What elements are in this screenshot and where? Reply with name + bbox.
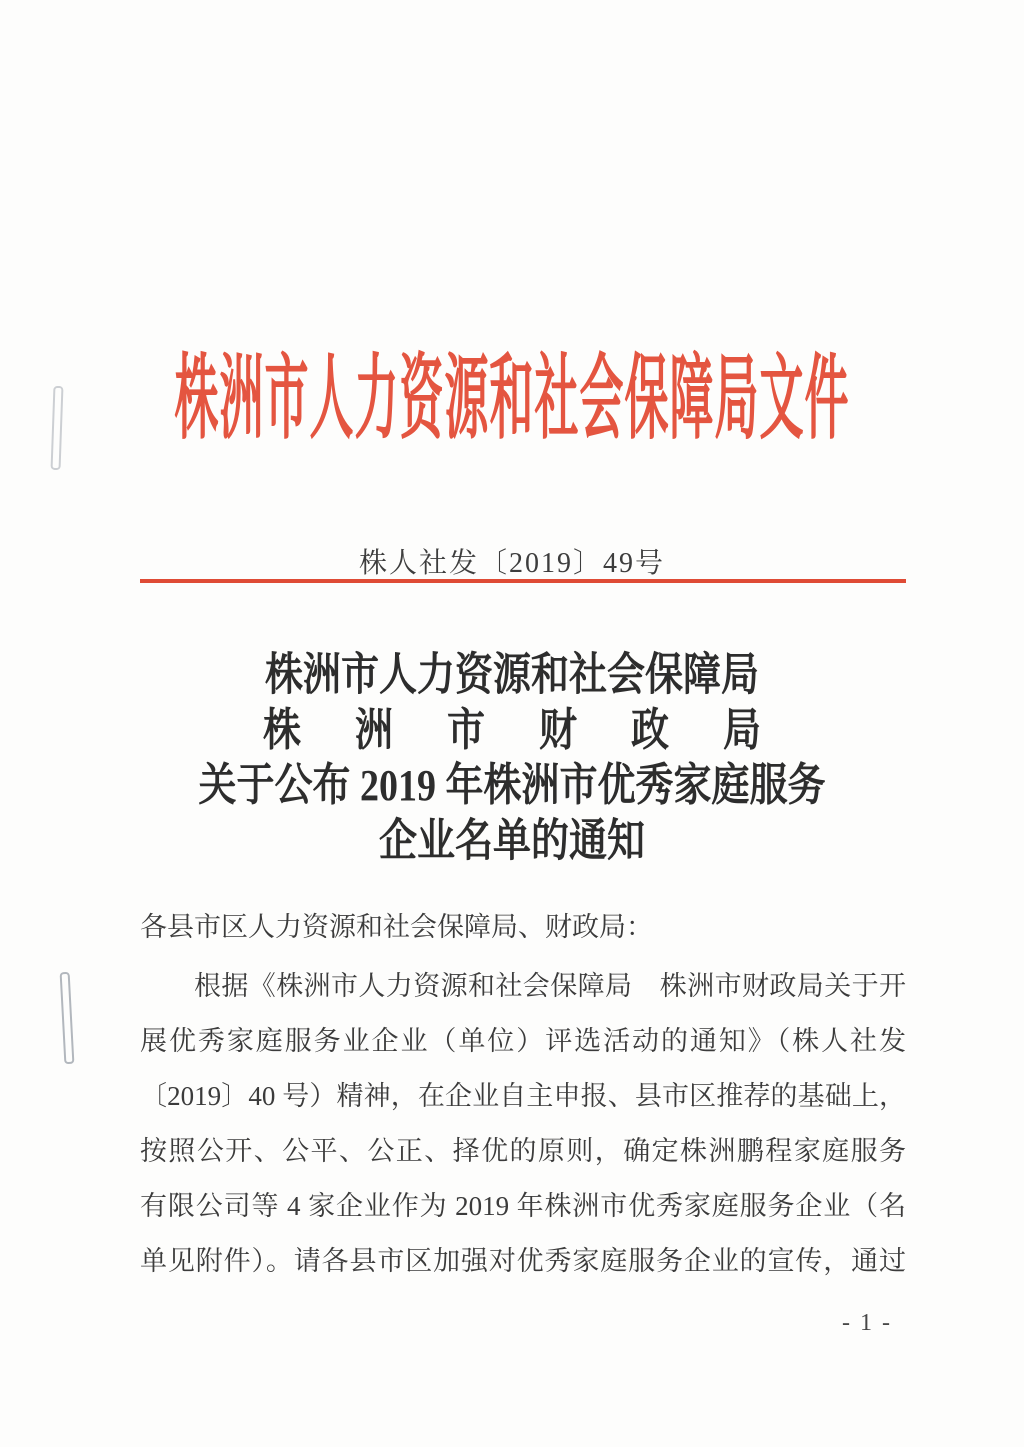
body-line: 单见附件）。请各县市区加强对优秀家庭服务企业的宣传，通过 <box>140 1246 906 1276</box>
document-body <box>140 900 906 1289</box>
title-line-agency-1: 株洲市人力资源和社会保障局 <box>264 650 759 700</box>
body-line: 〔2019〕40 号）精神，在企业自主申报、县市区推荐的基础上， <box>140 1081 906 1111</box>
document-number: 株人社发〔2019〕49号 <box>358 548 665 579</box>
title-line-subject-1: 关于公布 2019 年株洲市优秀家庭服务 <box>198 761 826 811</box>
issuing-agency-title: 株洲市人力资源和社会保障局文件 <box>174 348 850 451</box>
title-line-subject-2: 企业名单的通知 <box>378 816 645 867</box>
body-line: 根据《株洲市人力资源和社会保障局 株洲市财政局关于开 <box>194 971 906 1001</box>
page-number: - 1 - <box>842 1310 892 1336</box>
body-line: 展优秀家庭服务业企业（单位）评选活动的通知》（株人社发 <box>140 1026 906 1056</box>
document-header-banner <box>0 342 1024 451</box>
red-separator-line <box>140 579 906 583</box>
body-line: 按照公开、公平、公正、择优的原则，确定株洲鹏程家庭服务 <box>140 1136 906 1166</box>
body-line: 有限公司等 4 家企业作为 2019 年株洲市优秀家庭服务企业（名 <box>140 1191 906 1221</box>
staple-mark-bottom <box>60 972 75 1064</box>
title-line-agency-2-wrap <box>0 703 1024 758</box>
title-line-agency-2: 株洲市财政局 <box>263 705 761 756</box>
document-title <box>0 648 1024 870</box>
salutation: 各县市区人力资源和社会保障局、财政局： <box>140 912 653 942</box>
